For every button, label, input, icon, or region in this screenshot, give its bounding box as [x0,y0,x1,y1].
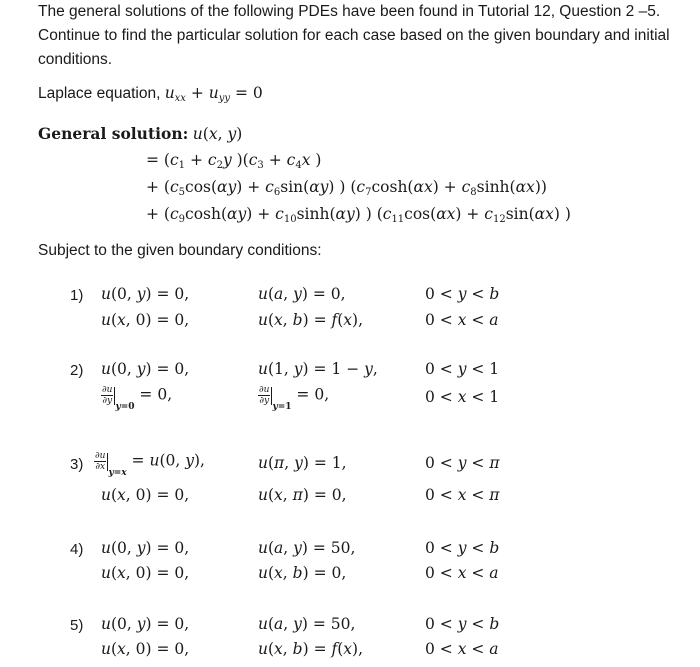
case-4-bc1: u(0, y) = 0, [101,539,190,557]
case-1-bc3: u(a, y) = 0, [258,285,346,303]
case-3-bc3: u(π, y) = 1, [258,454,347,472]
case-3-domain-y: 0 < y < π [425,454,500,472]
laplace-equation: $u_{xx} + u_{yy} = 0$ [164,84,263,104]
subject-label: Subject to the given boundary conditions: [38,242,322,259]
case-1-domain-y: 0 < y < b [425,285,500,303]
case-4-domain-y: 0 < y < b [425,539,500,557]
case-4-bc2: u(x, 0) = 0, [101,564,190,582]
case-3-bc4: u(x, π) = 0, [258,486,347,504]
case-5-bc2: u(x, 0) = 0, [101,640,190,658]
case-5-bc3: u(a, y) = 50, [258,615,356,633]
case-2-domain-x: 0 < x < 1 [425,388,500,406]
case-4-bc4: u(x, b) = 0, [258,564,347,582]
case-5-number: 5) [70,617,84,634]
case-4-bc3: u(a, y) = 50, [258,539,356,557]
general-solution-line1: = ($c_1 + c_2y$ )($c_3 + c_4x$ ) [146,151,322,171]
case-5-bc4: u(x, b) = f(x), [258,640,364,658]
case-2-bc2: $\frac{\partial u}{\partial y}$ y=0 = 0, [102,385,173,412]
laplace-label: Laplace equation, [38,85,165,102]
intro-paragraph: The general solutions of the following PDEs have been found in Tutorial 12, Question 2 –5. Continue to find the particular solution for each case based on the given boundary and initial conditions. [38,3,670,68]
case-1-domain-x: 0 < x < a [425,311,499,329]
case-1-bc2: u(x, 0) = 0, [101,311,190,329]
case-3-domain-x: 0 < x < π [425,486,500,504]
laplace-line [38,84,263,104]
general-solution-label: General solution: [38,124,189,143]
general-solution-lhs: u(x, y) [192,125,243,143]
case-2-bc1: u(0, y) = 0, [101,360,190,378]
case-5-domain-y: 0 < y < b [425,615,500,633]
case-3-number: 3) [70,456,84,473]
general-solution-line3: + ($c_9\cosh(\alpha y) + c_{10}\sinh(\alpha y)$ ) ($c_{11}\cos(\alpha x) + c_{12}\sin(\alpha x)$ ) [146,205,571,225]
general-solution-heading [38,124,242,144]
case-2-bc3: u(1, y) = 1 − y, [258,360,378,378]
case-4-number: 4) [70,541,84,558]
case-3-bc1: $\frac{\partial u}{\partial x}$ y=x = u(0, y), [95,451,205,478]
case-3-bc2: u(x, 0) = 0, [101,486,190,504]
case-5-domain-x: 0 < x < a [425,640,499,658]
case-2-bc4: $\frac{\partial u}{\partial y}$ y=1 = 0, [259,385,330,412]
case-1-bc4: u(x, b) = f(x), [258,311,364,329]
case-2-domain-y: 0 < y < 1 [425,360,500,378]
case-1-bc1: u(0, y) = 0, [101,285,190,303]
case-4-domain-x: 0 < x < a [425,564,499,582]
case-2-number: 2) [70,362,84,379]
case-1-number: 1) [70,287,84,304]
case-5-bc1: u(0, y) = 0, [101,615,190,633]
general-solution-line2: + ($c_5\cos(\alpha y) + c_6\sin(\alpha y)$ ) $(c_7\cosh(\alpha x) + c_8\sinh(\alpha x))$ [146,178,547,198]
